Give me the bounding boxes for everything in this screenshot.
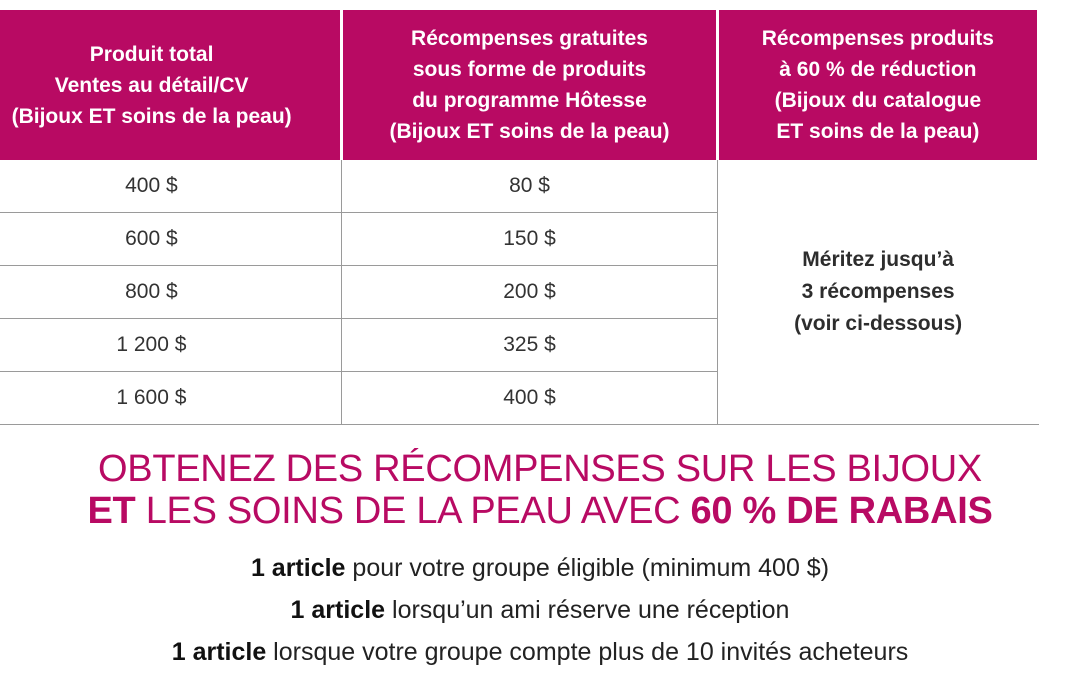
reward-cell: 200 $	[342, 266, 718, 319]
header-line: du programme Hôtesse	[412, 89, 647, 112]
reward-cell: 400 $	[342, 372, 718, 425]
promo-heading-bold: ET	[87, 490, 136, 532]
item-count: 1 article	[290, 596, 386, 624]
rewards-table	[0, 10, 1040, 425]
reward-items-list	[0, 547, 1080, 673]
header-line: Récompenses gratuites	[411, 27, 648, 50]
reward-cell: 325 $	[342, 319, 718, 372]
promo-heading	[0, 448, 1080, 532]
promo-heading-line2: LES SOINS DE LA PEAU AVEC	[135, 490, 691, 532]
note-line: Méritez jusqu’à	[802, 248, 954, 271]
sales-cell: 1 200 $	[0, 319, 342, 372]
item-text: lorsque votre groupe compte plus de 10 invités acheteurs	[266, 638, 909, 666]
table-header-row	[0, 10, 1039, 160]
reward-cell: 80 $	[342, 160, 718, 213]
promo-heading-line1: OBTENEZ DES RÉCOMPENSES SUR LES BIJOUX	[98, 448, 982, 490]
item-text: pour votre groupe éligible (minimum 400 $)	[345, 554, 830, 582]
header-line: sous forme de produits	[412, 58, 647, 81]
header-line: (Bijoux ET soins de la peau)	[11, 104, 292, 128]
list-item	[0, 631, 1080, 673]
sales-cell: 400 $	[0, 160, 342, 213]
header-discount-rewards	[717, 10, 1038, 160]
discount-rewards-note	[717, 160, 1038, 425]
header-total-sales	[0, 10, 342, 160]
header-line: Récompenses produits	[761, 27, 994, 50]
header-line: à 60 % de réduction	[779, 58, 977, 81]
header-free-rewards	[342, 10, 718, 160]
header-line: (Bijoux ET soins de la peau)	[389, 120, 670, 143]
item-text: lorsqu’un ami réserve une réception	[385, 596, 790, 624]
item-count: 1 article	[250, 554, 346, 582]
header-line: ET soins de la peau)	[776, 120, 980, 143]
table-row	[0, 160, 1039, 213]
header-line: Ventes au détail/CV	[54, 73, 249, 97]
sales-cell: 800 $	[0, 266, 342, 319]
header-line: (Bijoux du catalogue	[774, 89, 982, 112]
sales-cell: 600 $	[0, 213, 342, 266]
header-line: Produit total	[89, 42, 214, 66]
list-item	[0, 547, 1080, 589]
promo-heading-bold: 60 % DE RABAIS	[690, 490, 993, 532]
note-line: (voir ci-dessous)	[794, 312, 963, 335]
item-count: 1 article	[171, 638, 267, 666]
note-line: 3 récompenses	[801, 280, 955, 303]
reward-cell: 150 $	[342, 213, 718, 266]
list-item	[0, 589, 1080, 631]
sales-cell: 1 600 $	[0, 372, 342, 425]
